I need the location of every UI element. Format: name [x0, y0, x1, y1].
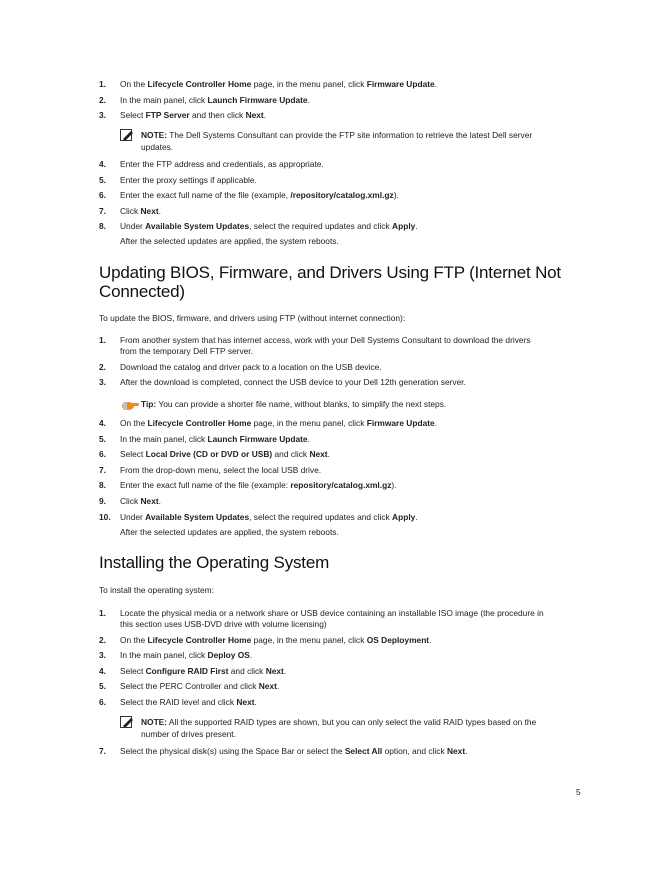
step-number: 7.	[99, 464, 106, 475]
step-number: 8.	[99, 221, 106, 232]
step-text: Click	[120, 205, 141, 216]
step-text: Under	[120, 221, 146, 232]
step-text: ).	[391, 480, 397, 491]
step-text: Enter the exact full name of the file (example:	[120, 480, 291, 491]
ui-term: FTP Server	[145, 110, 190, 121]
list-item	[99, 335, 583, 357]
step-number: 6.	[99, 190, 106, 201]
section-intro-2: To install the operating system:	[99, 585, 214, 595]
note-text-line2: number of drives present.	[141, 729, 236, 739]
pointing-hand-icon	[120, 399, 140, 411]
list-item	[99, 175, 583, 186]
steps-list-6	[99, 746, 583, 762]
step-text: After the download is completed, connect the USB device to your Dell 12th generation server.	[120, 377, 466, 388]
step-text: .	[429, 634, 432, 645]
step-text: .	[307, 433, 310, 444]
ui-term: OS Deployment	[366, 634, 430, 645]
step-text: Select the RAID level and click	[120, 696, 237, 707]
tip-text: You can provide a shorter file name, without blanks, to simplify the next steps.	[156, 399, 447, 409]
list-item	[99, 159, 583, 170]
step-text: page, in the menu panel, click	[251, 79, 367, 89]
step-text: , select the required updates and click	[249, 221, 393, 232]
step-number: 8.	[99, 480, 106, 491]
ui-term: Next	[446, 746, 466, 756]
step-text: .	[434, 79, 438, 89]
list-item	[99, 79, 583, 90]
step-number: 9.	[99, 495, 106, 506]
steps-list-1	[99, 79, 583, 126]
step-text-line2: this section uses USB-DVD drive with volume licensing)	[120, 619, 327, 629]
list-item	[99, 496, 583, 507]
step-text: .	[434, 418, 438, 428]
steps-list-4	[99, 418, 583, 542]
step-text: .	[415, 221, 418, 232]
step-text: and click	[272, 449, 310, 460]
ui-term: Launch Firmware Update	[207, 94, 308, 105]
list-item	[99, 480, 583, 491]
step-text: Enter the proxy settings if applicable.	[120, 174, 257, 185]
note-label: NOTE:	[141, 717, 168, 727]
list-item	[99, 697, 583, 708]
step-text: page, in the menu panel, click	[251, 418, 367, 428]
step-text: .	[415, 511, 418, 522]
note-2	[120, 716, 582, 740]
list-item	[99, 465, 583, 476]
list-item	[99, 746, 583, 757]
ui-term: /repository/catalog.xml.gz	[290, 190, 394, 201]
ui-term: Deploy OS	[207, 650, 250, 661]
step-text: From another system that has internet access, work with your Dell Systems Consultant to download the drivers	[120, 335, 531, 345]
list-item	[99, 221, 583, 247]
ui-term: Available System Updates	[145, 221, 250, 232]
ui-term: Next	[140, 205, 159, 216]
step-text: Select	[120, 449, 146, 460]
step-number: 1.	[99, 335, 106, 345]
step-text: Enter the exact full name of the file (example,	[120, 190, 291, 201]
step-text: page, in the menu panel, click	[251, 634, 367, 645]
note-text: The Dell Systems Consultant can provide the FTP site information to retrieve the latest Dell server	[167, 130, 533, 140]
step-number: 2.	[99, 94, 106, 105]
step-text: .	[283, 665, 287, 676]
list-item	[99, 449, 583, 460]
ui-term: Local Drive (CD or DVD or USB)	[145, 449, 273, 460]
step-text: Select the PERC Controller and click	[120, 681, 259, 692]
step-text: .	[276, 681, 280, 692]
list-item	[99, 190, 583, 201]
step-number: 3.	[99, 377, 106, 388]
step-text: On the	[120, 418, 148, 428]
step-text: Select	[120, 110, 146, 121]
list-item	[99, 608, 583, 630]
ui-term: Next	[265, 665, 284, 676]
step-number: 1.	[99, 608, 106, 618]
step-number: 4.	[99, 159, 106, 169]
page-number: 5	[576, 787, 581, 797]
note-text-line2: updates.	[141, 142, 174, 152]
step-text: .	[158, 495, 161, 506]
ui-term: Next	[140, 495, 159, 506]
list-item	[99, 418, 583, 429]
tip-note	[120, 398, 582, 410]
ui-term: Next	[258, 681, 277, 692]
ui-term: Firmware Update	[366, 418, 435, 428]
ui-term: Next	[245, 110, 264, 121]
list-item	[99, 377, 583, 388]
step-text: Locate the physical media or a network share or USB device containing an installable ISO image (the procedure in	[120, 608, 544, 618]
steps-list-3	[99, 335, 583, 393]
step-number: 5.	[99, 174, 106, 185]
step-text: , select the required updates and click	[249, 511, 393, 522]
tip-label: Tip:	[141, 399, 157, 409]
step-text: ).	[393, 190, 399, 201]
step-text: .	[249, 650, 253, 661]
step-text: On the	[120, 634, 148, 645]
ui-term: Launch Firmware Update	[207, 433, 308, 444]
step-number: 6.	[99, 696, 106, 707]
list-item	[99, 110, 583, 121]
step-text: In the main panel, click	[120, 94, 208, 105]
step-number: 7.	[99, 205, 106, 216]
step-number: 4.	[99, 418, 106, 428]
ui-term: Next	[236, 696, 255, 707]
step-text: Click	[120, 495, 141, 506]
ui-term: Next	[309, 449, 328, 460]
list-item	[99, 512, 583, 538]
step-text: and click	[228, 665, 266, 676]
list-item	[99, 635, 583, 646]
step-text: .	[263, 110, 267, 121]
step-text: .	[307, 94, 310, 105]
ui-term: Available System Updates	[145, 511, 250, 522]
step-number: 1.	[99, 79, 106, 89]
step-text: Select the physical disk(s) using the Space Bar or select the	[120, 746, 345, 756]
list-item	[99, 650, 583, 661]
note-1	[120, 129, 582, 153]
ui-term: Configure RAID First	[145, 665, 229, 676]
ui-term: Firmware Update	[366, 79, 435, 89]
steps-list-5	[99, 608, 583, 713]
step-text: In the main panel, click	[120, 433, 208, 444]
note-label: NOTE:	[141, 130, 168, 140]
ui-term: Apply	[392, 221, 416, 232]
step-text: In the main panel, click	[120, 650, 208, 661]
list-item	[99, 362, 583, 373]
step-text: Under	[120, 511, 146, 522]
step-number: 2.	[99, 361, 106, 372]
ui-term: repository/catalog.xml.gz	[290, 480, 392, 491]
step-text: .	[327, 449, 330, 460]
step-number: 3.	[99, 110, 106, 121]
step-text: .	[465, 746, 468, 756]
ui-term: Select All	[344, 746, 383, 756]
list-item	[99, 206, 583, 217]
step-text: On the	[120, 79, 148, 89]
step-text: From the drop-down menu, select the local USB drive.	[120, 464, 322, 475]
step-text: Enter the FTP address and credentials, as appropriate.	[120, 159, 324, 169]
step-number: 5.	[99, 681, 106, 692]
step-number: 7.	[99, 746, 106, 756]
list-item	[99, 95, 583, 106]
note-pencil-icon	[120, 129, 134, 141]
step-number: 5.	[99, 433, 106, 444]
list-item	[99, 434, 583, 445]
step-text: .	[254, 696, 257, 707]
step-result: After the selected updates are applied, the system reboots.	[120, 236, 339, 247]
step-text-line2: from the temporary Dell FTP server.	[120, 346, 253, 356]
step-number: 10.	[99, 511, 111, 522]
step-text: Download the catalog and driver pack to a location on the USB device.	[120, 361, 382, 372]
step-text: .	[158, 205, 161, 216]
step-number: 6.	[99, 449, 106, 460]
list-item	[99, 666, 583, 677]
note-pencil-icon	[120, 716, 134, 728]
step-text: and then click	[189, 110, 246, 121]
list-item	[99, 681, 583, 692]
step-result: After the selected updates are applied, the system reboots.	[120, 526, 339, 537]
ui-term: Lifecycle Controller Home	[147, 418, 252, 428]
step-text: option, and click	[382, 746, 447, 756]
ui-term: Apply	[392, 511, 416, 522]
step-text: Select	[120, 665, 146, 676]
ui-term: Lifecycle Controller Home	[147, 634, 252, 645]
steps-list-2	[99, 159, 583, 252]
section-heading-ftp-not-connected: Updating BIOS, Firmware, and Drivers Using FTP (Internet Not Connected)	[99, 263, 561, 301]
note-text: All the supported RAID types are shown, but you can only select the valid RAID types based on the	[167, 717, 537, 727]
step-number: 2.	[99, 634, 106, 645]
step-number: 4.	[99, 665, 106, 676]
section-intro-1: To update the BIOS, firmware, and drivers using FTP (without internet connection):	[99, 313, 406, 323]
ui-term: Lifecycle Controller Home	[147, 79, 252, 89]
section-heading-install-os: Installing the Operating System	[99, 553, 330, 572]
step-number: 3.	[99, 650, 106, 661]
